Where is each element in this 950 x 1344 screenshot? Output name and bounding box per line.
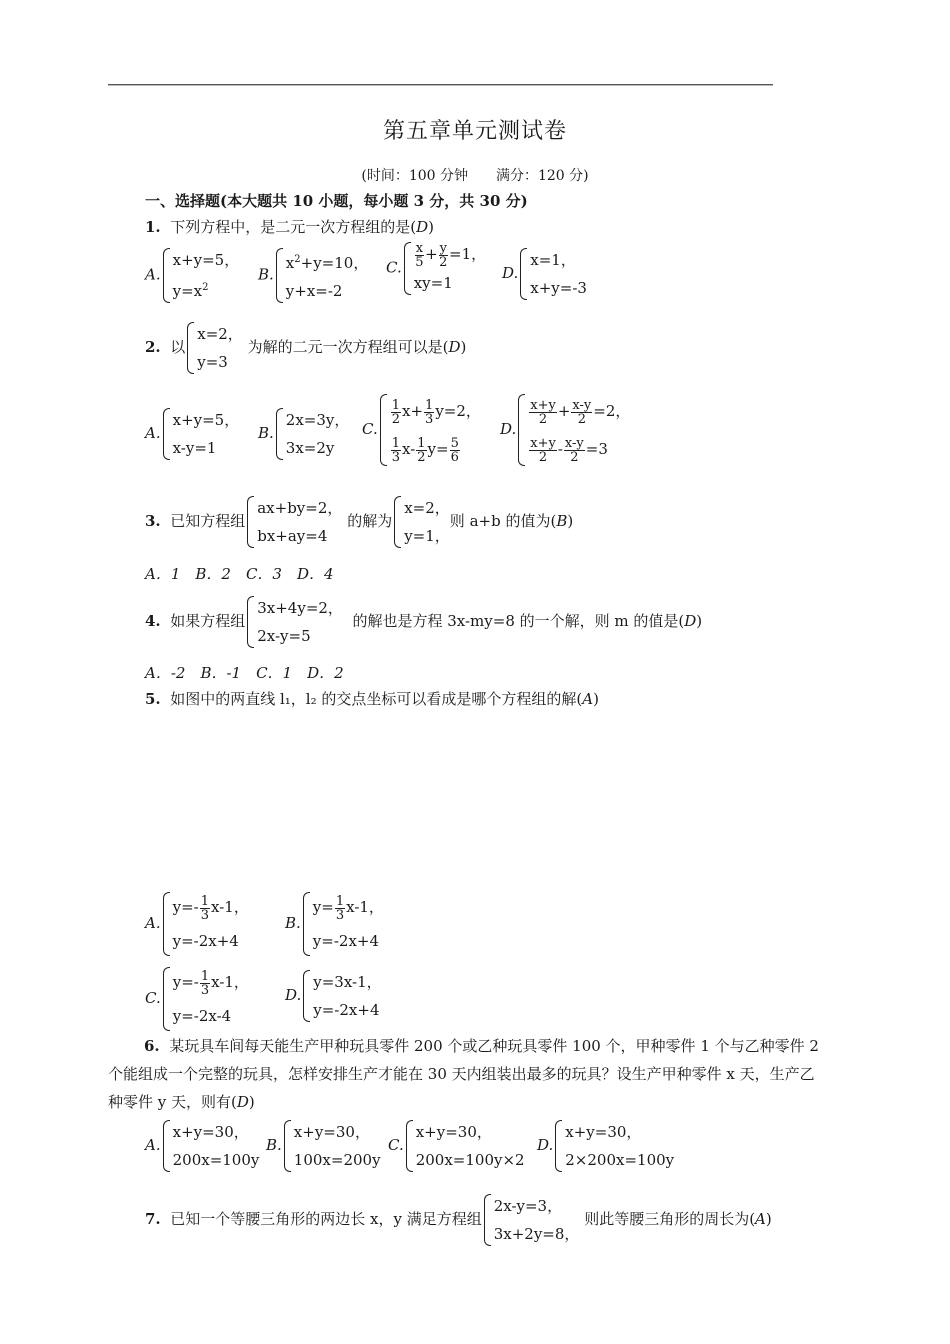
q6-option-b: B. x+y=30， 100x=200y [266, 1118, 381, 1174]
question-1: 1. 下列方程中，是二元一次方程组的是(D) [145, 218, 434, 236]
q2-option-a: A. x+y=5， x-y=1 [145, 406, 239, 462]
q3-options: A．1 B．2 C．3 D．4 [145, 565, 334, 583]
q5-option-c: C. y=- $\frac{1}{3}$ x-1， y=-2x-4 [145, 965, 249, 1033]
question-4: 4. 如果方程组 3x+4y=2， 2x-y=5 的解也是方程 3x-my=8 的一个解，则 m 的值是(D) [145, 594, 702, 650]
q1-option-d: D. x=1， x+y=-3 [502, 246, 587, 302]
q1-option-c: C. $\frac{x}{5}$ + $\frac{y}{2}$ =1， xy=1 [386, 240, 486, 297]
page-title: 第五章单元测试卷 [382, 119, 567, 144]
q1-option-b: B. $x^2+y=10$， y+x=-2 [258, 246, 368, 305]
q6-option-c: C. x+y=30， 200x=100y×2 [388, 1118, 525, 1174]
question-7: 7. 已知一个等腰三角形的两边长 x，y 满足方程组 2x-y=3， 3x+2y=8， 则此等腰三角形的周长为(A) [145, 1192, 772, 1248]
q2-option-b: B. 2x=3y， 3x=2y [258, 406, 349, 462]
q1-option-a: A. x+y=5， $y=x^2$ [145, 246, 239, 305]
question-2: 2. 以 x=2， y=3 为解的二元一次方程组可以是(D) [145, 320, 466, 376]
section-heading: 一、选择题(本大题共 10 小题，每小题 3 分，共 30 分) [145, 192, 528, 210]
q5-option-a: A. y=- $\frac{1}{3}$ x-1， y=-2x+4 [145, 890, 249, 958]
q6-option-d: D. x+y=30， 2×200x=100y [537, 1118, 674, 1174]
q4-options: A．-2 B．-1 C．1 D．2 [145, 664, 344, 682]
question-5: 5. 如图中的两直线 l₁，l₂ 的交点坐标可以看成是哪个方程组的解(A) [145, 690, 599, 708]
question-6: 6. 某玩具车间每天能生产甲种玩具零件 200 个或乙种玩具零件 100 个，甲种零件 1 个与乙种零件 2 个能组成一个完整的玩具，怎样安排生产才能在 30 天内组装出最多的玩具？设生产甲种零件 x 天，生产乙种零件 y 天，则有(D) [108, 1037, 819, 1111]
q2-option-d: D. $\frac{x+y}{2}$ + $\frac{x-y}{2}$ =2， $\frac{x+y}{2}$ - $\frac{x-y}{2}$ =3 [500, 392, 630, 468]
q2-option-c: C. $\frac{1}{2}$ x+ $\frac{1}{3}$ y=2， $\frac{1}{3}$ x- $\frac{1}{2}$ y= $\frac{5}{6}$ [362, 392, 481, 468]
question-3: 3. 已知方程组 ax+by=2， bx+ay=4 的解为 x=2， y=1， 则 a+b 的值为(B) [145, 494, 573, 550]
q5-option-b: B. y= $\frac{1}{3}$ x-1， y=-2x+4 [285, 890, 384, 958]
q5-option-d: D. y=3x-1， y=-2x+4 [285, 968, 382, 1024]
top-rule [108, 84, 773, 86]
exam-info: (时间：100 分钟 满分：120 分) [361, 168, 589, 184]
q6-option-a: A. x+y=30， 200x=100y [145, 1118, 259, 1174]
